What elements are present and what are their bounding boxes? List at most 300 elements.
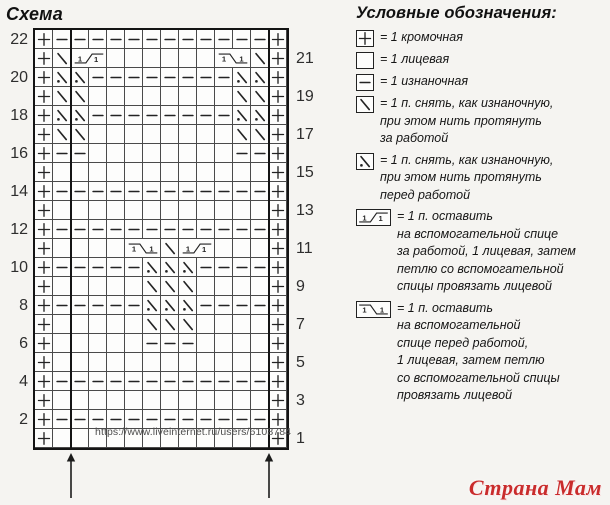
legend-text — [397, 300, 560, 405]
grid-cell — [71, 353, 89, 372]
grid-cell — [71, 372, 89, 391]
grid-cell — [251, 220, 269, 239]
grid-cell — [179, 106, 197, 125]
legend-text — [380, 73, 468, 91]
grid-cell — [215, 87, 233, 106]
grid-cell — [53, 49, 71, 68]
grid-cell — [35, 144, 53, 163]
grid-cell — [125, 144, 143, 163]
legend-text — [380, 51, 449, 69]
grid-cell — [89, 125, 107, 144]
grid-cell — [251, 163, 269, 182]
legend-line: = 1 п. снять, как изнаночную, — [380, 96, 554, 110]
grid-cell — [35, 125, 53, 144]
legend-line: = 1 лицевая — [380, 52, 450, 66]
grid-cell — [53, 277, 71, 296]
grid-cell — [143, 353, 161, 372]
grid-cell — [161, 49, 179, 68]
grid-cell — [233, 277, 251, 296]
grid-cell — [35, 372, 53, 391]
grid-cell — [125, 163, 143, 182]
grid-cell — [71, 239, 89, 258]
grid-cell — [233, 144, 251, 163]
row-number-left — [3, 429, 33, 448]
grid-cell — [215, 334, 233, 353]
grid-cell — [143, 391, 161, 410]
grid-cell — [269, 391, 287, 410]
grid-cell — [197, 391, 215, 410]
legend-text — [380, 152, 553, 205]
grid-cell — [251, 391, 269, 410]
grid-cell — [179, 353, 197, 372]
row-number-left — [3, 163, 33, 182]
grid-cell — [197, 106, 215, 125]
grid-cell — [197, 125, 215, 144]
grid-cell — [233, 391, 251, 410]
row-number-right: 3 — [296, 392, 305, 409]
grid-cell — [269, 334, 287, 353]
grid-cell — [179, 372, 197, 391]
grid-cell — [179, 49, 197, 68]
svg-text:1: 1 — [238, 54, 244, 64]
legend-line: со вспомогательной спицы — [397, 370, 560, 385]
legend-text — [397, 208, 576, 296]
grid-cell — [143, 144, 161, 163]
grid-cell — [143, 30, 161, 49]
grid-cell — [71, 277, 89, 296]
grid-cell — [269, 30, 287, 49]
row-number-right — [296, 30, 332, 49]
grid-cell — [251, 353, 269, 372]
grid-cell — [125, 353, 143, 372]
grid-cell — [161, 220, 179, 239]
grid-cell — [251, 125, 269, 144]
grid-cell — [161, 239, 179, 258]
grid-cell — [35, 429, 53, 448]
grid-cell — [53, 296, 71, 315]
grid-cell — [143, 277, 161, 296]
grid-cell — [71, 163, 89, 182]
dash-stitch-icon — [356, 74, 374, 91]
grid-cell — [179, 68, 197, 87]
grid-cell — [89, 353, 107, 372]
grid-cell — [269, 68, 287, 87]
grid-cell — [107, 30, 125, 49]
row-number-right: 9 — [296, 278, 305, 295]
grid-cell — [71, 296, 89, 315]
grid-cell — [143, 258, 161, 277]
grid-cell — [53, 106, 71, 125]
svg-text:1: 1 — [221, 54, 226, 64]
grid-cell — [215, 106, 233, 125]
cable-back-stitch-icon — [356, 209, 391, 226]
grid-cell — [53, 258, 71, 277]
grid-cell — [215, 239, 233, 258]
row-number-left — [3, 201, 33, 220]
row-number-left: 12 — [10, 221, 28, 238]
grid-cell — [233, 258, 251, 277]
grid-cell — [35, 87, 53, 106]
row-number-right: 1 — [296, 430, 305, 447]
legend-item — [356, 208, 608, 296]
row-number-left — [3, 315, 33, 334]
grid-cell — [215, 258, 233, 277]
grid-cell — [107, 391, 125, 410]
grid-cell — [71, 30, 89, 49]
svg-text:1: 1 — [379, 305, 385, 315]
row-number-left: 2 — [19, 411, 28, 428]
row-numbers-right — [289, 28, 332, 448]
legend-line: = 1 п. снять, как изнаночную, — [380, 152, 554, 167]
grid-cell — [143, 49, 161, 68]
grid-cell — [89, 315, 107, 334]
grid-cell — [89, 239, 107, 258]
slip-front-stitch-icon — [356, 153, 374, 170]
grid-cell — [107, 163, 125, 182]
grid-cell — [179, 334, 197, 353]
grid-cell — [125, 125, 143, 144]
grid-cell — [197, 163, 215, 182]
svg-text:1: 1 — [77, 54, 82, 64]
grid-cell — [215, 220, 233, 239]
grid-cell — [107, 106, 125, 125]
grid-cell — [251, 296, 269, 315]
row-number-right — [296, 220, 332, 239]
grid-cell — [143, 182, 161, 201]
grid-cell — [89, 220, 107, 239]
row-number-right: 13 — [296, 202, 314, 219]
grid-cell — [161, 258, 179, 277]
grid-cell — [107, 220, 125, 239]
grid-cell — [197, 49, 215, 68]
grid-cell — [215, 353, 233, 372]
watermark-url: https://www.liveinternet.ru/users/6108784 — [95, 426, 292, 438]
row-number-left — [3, 277, 33, 296]
grid-cell — [215, 49, 251, 68]
grid-cell — [71, 201, 89, 220]
row-number-left: 4 — [19, 373, 28, 390]
grid-cell — [233, 372, 251, 391]
svg-text:1: 1 — [131, 244, 136, 254]
empty-stitch-icon — [356, 52, 374, 69]
grid-cell — [215, 30, 233, 49]
legend-line: за работой — [380, 131, 449, 145]
grid-cell — [197, 277, 215, 296]
row-number-left — [3, 87, 33, 106]
grid-cell — [215, 201, 233, 220]
row-number-left: 20 — [10, 69, 28, 86]
chart-grid — [35, 30, 287, 448]
grid-cell — [161, 106, 179, 125]
grid-cell — [35, 410, 53, 429]
grid-cell — [35, 296, 53, 315]
grid-cell — [233, 68, 251, 87]
grid-cell — [71, 125, 89, 144]
grid-cell — [233, 30, 251, 49]
legend-line: за работой, 1 лицевая, затем — [397, 244, 576, 258]
chart-body — [3, 28, 335, 450]
legend-line: петлю со вспомогательной — [397, 261, 564, 276]
legend-line: = 1 п. оставить — [397, 209, 493, 223]
grid-cell — [251, 182, 269, 201]
grid-cell — [215, 144, 233, 163]
grid-cell — [53, 125, 71, 144]
grid-cell — [161, 68, 179, 87]
grid-cell — [35, 30, 53, 49]
grid-cell — [71, 220, 89, 239]
grid-cell — [161, 353, 179, 372]
grid-cell — [269, 220, 287, 239]
grid-cell — [35, 315, 53, 334]
grid-cell — [89, 391, 107, 410]
grid-cell — [269, 277, 287, 296]
svg-text:1: 1 — [93, 54, 98, 64]
grid-cell — [35, 201, 53, 220]
grid-cell — [233, 334, 251, 353]
grid-cell — [179, 220, 197, 239]
grid-cell — [251, 87, 269, 106]
row-number-left: 10 — [10, 259, 28, 276]
grid-cell — [53, 163, 71, 182]
grid-cell — [197, 353, 215, 372]
svg-text:1: 1 — [378, 214, 383, 224]
row-number-left: 22 — [10, 31, 28, 48]
row-number-right: 15 — [296, 164, 314, 181]
grid-cell — [125, 372, 143, 391]
grid-cell — [89, 258, 107, 277]
grid-cell — [143, 372, 161, 391]
legend-line: при этом нить протянуть — [380, 113, 542, 128]
grid-cell — [107, 144, 125, 163]
legend-item — [356, 95, 608, 148]
grid-cell — [35, 163, 53, 182]
grid-cell — [53, 220, 71, 239]
row-number-left — [3, 239, 33, 258]
grid-cell — [161, 315, 179, 334]
grid-cell — [125, 239, 161, 258]
grid-cell — [125, 201, 143, 220]
grid-cell — [107, 315, 125, 334]
grid-cell — [107, 239, 125, 258]
grid-cell — [233, 239, 251, 258]
grid-cell — [251, 49, 269, 68]
row-number-right: 7 — [296, 316, 305, 333]
grid-cell — [161, 30, 179, 49]
grid-cell — [53, 68, 71, 87]
chart-section — [3, 2, 335, 503]
grid-cell — [71, 391, 89, 410]
grid-cell — [71, 410, 89, 429]
grid-cell — [143, 68, 161, 87]
grid-cell — [35, 277, 53, 296]
grid-cell — [197, 87, 215, 106]
repeat-arrow-right-icon — [263, 452, 275, 499]
grid-cell — [233, 353, 251, 372]
legend-item — [356, 29, 608, 47]
grid-cell — [89, 163, 107, 182]
grid-cell — [197, 182, 215, 201]
grid-cell — [53, 87, 71, 106]
svg-text:1: 1 — [362, 213, 367, 223]
grid-cell — [269, 182, 287, 201]
grid-cell — [269, 372, 287, 391]
legend-line: спице перед работой, — [397, 335, 529, 350]
grid-cell — [107, 68, 125, 87]
legend-line: провязать лицевой — [397, 388, 513, 402]
row-number-right: 5 — [296, 354, 305, 371]
grid-cell — [107, 353, 125, 372]
grid-cell — [179, 296, 197, 315]
grid-cell — [35, 182, 53, 201]
row-number-right — [296, 296, 332, 315]
grid-cell — [107, 296, 125, 315]
grid-cell — [89, 296, 107, 315]
grid-cell — [71, 87, 89, 106]
grid-cell — [125, 68, 143, 87]
grid-cell — [107, 49, 125, 68]
row-number-right — [296, 258, 332, 277]
grid-cell — [53, 239, 71, 258]
grid-cell — [251, 372, 269, 391]
grid-cell — [197, 258, 215, 277]
grid-cell — [251, 277, 269, 296]
grid-cell — [179, 163, 197, 182]
grid-cell — [143, 201, 161, 220]
grid-cell — [35, 239, 53, 258]
grid-cell — [89, 277, 107, 296]
grid-cell — [179, 144, 197, 163]
grid-cell — [161, 372, 179, 391]
legend-line: на вспомогательной — [397, 318, 521, 332]
grid-cell — [197, 334, 215, 353]
grid-cell — [161, 391, 179, 410]
grid-cell — [269, 239, 287, 258]
grid-cell — [107, 334, 125, 353]
grid-cell — [215, 372, 233, 391]
grid-cell — [125, 334, 143, 353]
grid-cell — [233, 296, 251, 315]
grid-cell — [125, 277, 143, 296]
legend-line: на вспомогательной спице — [397, 226, 559, 241]
grid-cell — [107, 87, 125, 106]
grid-cell — [179, 182, 197, 201]
grid-cell — [215, 277, 233, 296]
grid-cell — [125, 30, 143, 49]
grid-cell — [215, 182, 233, 201]
grid-cell — [197, 220, 215, 239]
legend-text — [380, 29, 463, 47]
grid-cell — [143, 87, 161, 106]
legend-line: перед работой — [380, 187, 471, 202]
legend-items — [356, 29, 608, 405]
row-number-left: 8 — [19, 297, 28, 314]
legend-line: спицы провязать лицевой — [397, 279, 552, 293]
grid-cell — [143, 296, 161, 315]
grid-cell — [125, 87, 143, 106]
grid-cell — [269, 163, 287, 182]
grid-cell — [269, 201, 287, 220]
grid-cell — [71, 258, 89, 277]
svg-text:1: 1 — [201, 244, 206, 254]
repeat-arrow-left-icon — [65, 452, 77, 499]
row-number-right: 17 — [296, 126, 314, 143]
grid-cell — [251, 334, 269, 353]
grid-cell — [107, 201, 125, 220]
grid-cell — [35, 353, 53, 372]
grid-cell — [89, 182, 107, 201]
grid-cell — [215, 125, 233, 144]
grid-cell — [53, 353, 71, 372]
grid-cell — [215, 68, 233, 87]
grid-cell — [89, 201, 107, 220]
grid-cell — [161, 201, 179, 220]
grid-cell — [89, 30, 107, 49]
grid-cell — [179, 125, 197, 144]
grid-cell — [89, 106, 107, 125]
row-number-right — [296, 334, 332, 353]
grid-cell — [161, 277, 179, 296]
row-number-right: 21 — [296, 50, 314, 67]
grid-cell — [143, 315, 161, 334]
grid-cell — [161, 182, 179, 201]
row-numbers-left — [3, 28, 33, 448]
repeat-line-right — [268, 30, 270, 448]
grid-cell — [107, 258, 125, 277]
grid-cell — [125, 296, 143, 315]
row-number-left: 16 — [10, 145, 28, 162]
row-number-left — [3, 49, 33, 68]
grid-cell — [53, 410, 71, 429]
grid-cell — [269, 315, 287, 334]
legend-line: при этом нить протянуть — [380, 170, 542, 184]
grid-cell — [233, 106, 251, 125]
grid-cell — [143, 125, 161, 144]
row-number-left: 18 — [10, 107, 28, 124]
legend-text — [380, 95, 553, 148]
grid-cell — [179, 391, 197, 410]
grid-cell — [53, 30, 71, 49]
grid-cell — [197, 144, 215, 163]
grid-cell — [125, 106, 143, 125]
grid-cell — [53, 334, 71, 353]
grid-cell — [143, 106, 161, 125]
grid-cell — [161, 87, 179, 106]
grid-cell — [251, 68, 269, 87]
grid-cell — [89, 68, 107, 87]
grid-cell — [71, 144, 89, 163]
grid-cell — [53, 391, 71, 410]
grid-cell — [215, 163, 233, 182]
grid-cell — [197, 30, 215, 49]
row-number-left — [3, 125, 33, 144]
repeat-line-left — [70, 30, 72, 448]
grid-cell — [197, 372, 215, 391]
grid-cell — [35, 220, 53, 239]
legend-item — [356, 152, 608, 205]
grid-cell — [161, 163, 179, 182]
row-number-right — [296, 144, 332, 163]
row-number-right — [296, 106, 332, 125]
grid-cell — [233, 182, 251, 201]
grid-cell — [215, 391, 233, 410]
grid-cell — [89, 334, 107, 353]
grid-cell — [35, 49, 53, 68]
legend-line: = 1 п. оставить — [397, 300, 493, 315]
grid-cell — [107, 182, 125, 201]
grid-cell — [251, 258, 269, 277]
grid-cell — [125, 49, 143, 68]
legend-section — [356, 4, 608, 409]
